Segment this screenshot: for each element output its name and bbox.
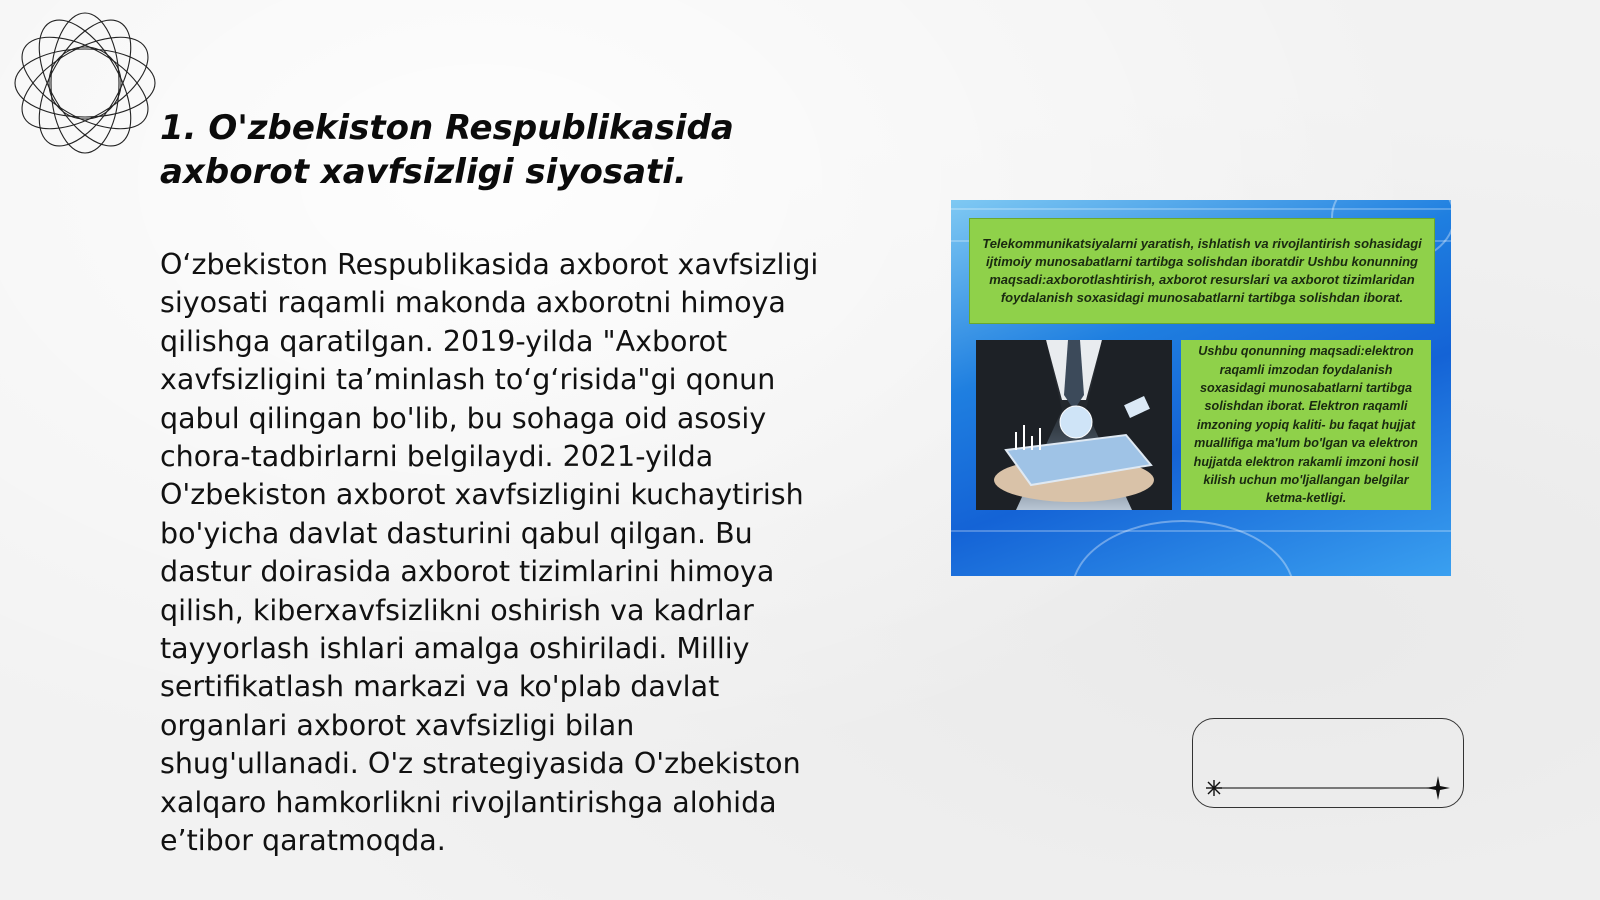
orbit-sphere-icon [10,8,160,158]
businessman-tablet-graphic [976,340,1172,510]
law-description-text: Telekommunikatsiyalarni yaratish, ishlatish va rivojlantirish sohasidagi ijtimoiy munosabatlarni tartibga solishdan iboratdir Ushbu konunning maqsadi:axborotlashtirish, axborot resurslari va axborot tizimlaridan foydalanish soxasidagi munosabatlarni tartibga solishdan iborat. [982,236,1422,305]
slide-body-text: O‘zbekiston Respublikasida axborot xavfsizligi siyosati raqamli makonda axborotni himoya qilishga qaratilgan. 2019-yilda "Axborot xavfsizligini ta’minlash to‘g‘risida"gi qonun qabul qilingan bo'lib, bu sohaga oid asosiy chora-tadbirlarni belgilaydi. 2021-yilda O'zbekiston axborot xavfsizligini kuchaytirish bo'yicha davlat dasturini qabul qilgan. Bu dastur doirasida axborot tizimlarini himoya qilish, kiberxavfsizlikni oshirish va kadrlar tayyorlash ishlari amalga oshiriladi. Milliy sertifikatlash markazi va ko'plab davlat organlari axborot xavfsizligi bilan shug'ullanadi. O'z strategiyasida O'zbekiston xalqaro hamkorlikni rivojlantirishga alohida e’tibor qaratmoqda. [160,248,819,858]
law-description-box [969,218,1435,324]
illustration-image [951,200,1451,576]
digital-signature-box [1181,340,1431,510]
sparkle-line-icon [1192,718,1464,808]
slide-title: 1. O'zbekiston Respublikasida axborot xavfsizligi siyosati. [160,108,734,192]
digital-signature-text: Ushbu qonunning maqsadi:elektron raqamli imzodan foydalanish soxasidagi munosabatlarni tartibga solishdan iborat. Elektron raqamli imzoning yopiq kaliti- bu faqat hujjat muallifiga ma'lum bo'lgan va elektron hujjatda elektron rakamli imzoni hosil kilish uchun mo'ljallangan belgilar ketma-ketligi. [1193,344,1419,506]
businessman-tablet-photo [976,340,1172,510]
decorative-frame [1192,718,1464,808]
